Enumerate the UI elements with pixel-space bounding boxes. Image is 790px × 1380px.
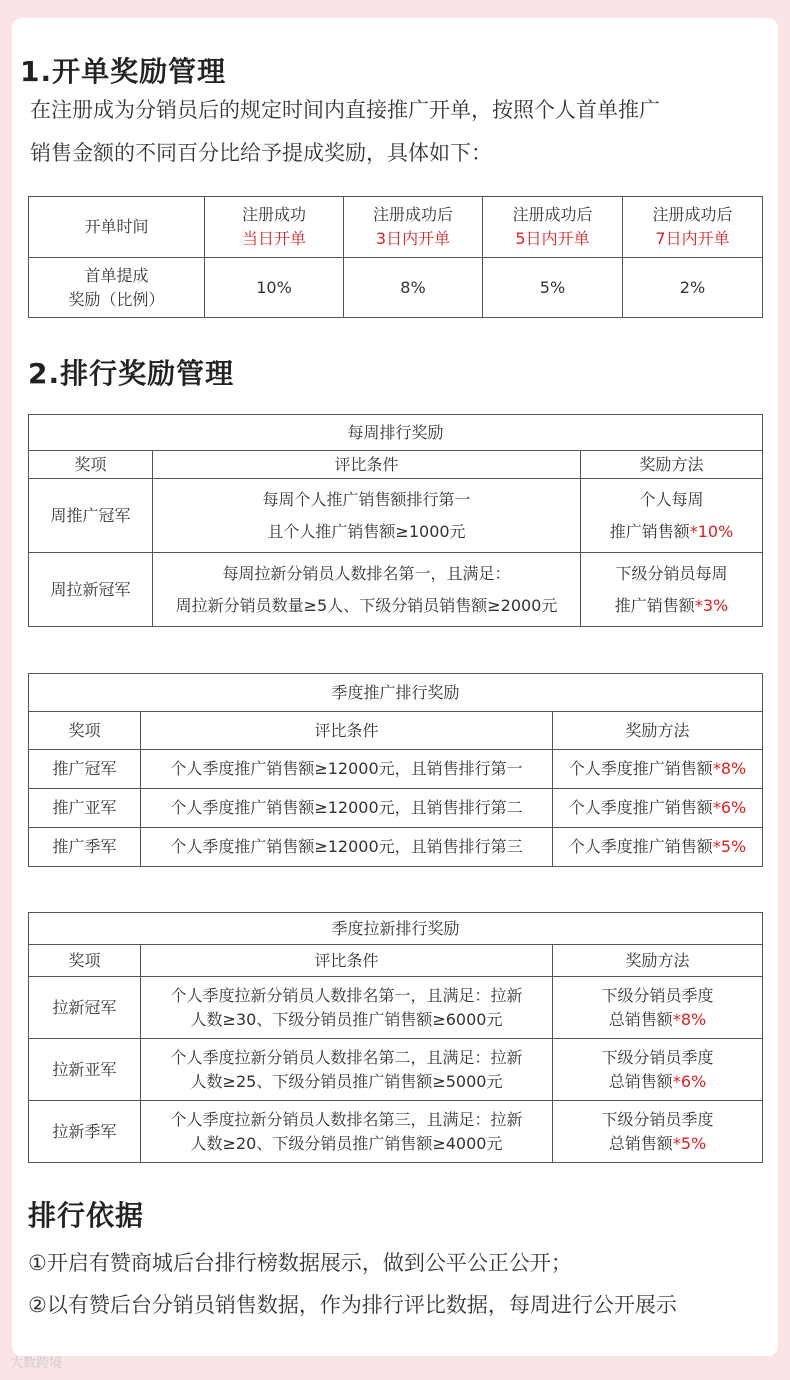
rate-cell: 2%	[623, 258, 763, 318]
table-header-row	[29, 945, 763, 977]
cell-line	[557, 1132, 758, 1156]
table-header-row	[29, 451, 763, 479]
cell-line: 每周拉新分销员人数排名第一，且满足：	[222, 563, 511, 583]
table-caption: 季度拉新排行奖励	[29, 913, 763, 945]
cell-line: 个人季度拉新分销员人数排名第二，且满足：拉新	[170, 1047, 523, 1067]
table-row	[29, 977, 763, 1039]
method-text: 推广销售额	[614, 595, 695, 615]
row-header-commission	[29, 258, 205, 318]
table-row	[29, 553, 763, 627]
basis-item-2: ②以有赞后台分销员销售数据，作为排行评比数据，每周进行公开展示	[28, 1293, 677, 1317]
method-cell	[581, 479, 763, 553]
table-row	[29, 258, 763, 318]
table-caption: 每周排行奖励	[29, 415, 763, 451]
table-row	[29, 1039, 763, 1101]
method-rate: *6%	[712, 798, 747, 817]
rate-cell: 10%	[205, 258, 344, 318]
method-text: 个人季度推广销售额	[568, 759, 713, 778]
condition-cell: 个人季度推广销售额≥12000元，且销售排行第一	[141, 750, 553, 789]
cell-line	[585, 516, 758, 548]
cell-line-red: 3日内开单	[375, 229, 451, 248]
section1-intro-line1: 在注册成为分销员后的规定时间内直接推广开单，按照个人首单推广	[30, 98, 660, 122]
cell-line	[557, 1070, 758, 1094]
table-row	[29, 479, 763, 553]
table-header-row	[29, 712, 763, 750]
method-text: 总销售额	[608, 1071, 673, 1091]
cell-line	[585, 590, 758, 622]
table-cell	[623, 197, 763, 258]
method-rate: *8%	[672, 1009, 707, 1029]
cell-line: 下级分销员季度	[601, 1047, 714, 1067]
award-cell: 推广亚军	[29, 789, 141, 828]
condition-cell	[141, 1039, 553, 1101]
row-header-order-time: 开单时间	[29, 197, 205, 258]
cell-line: 周拉新分销员数量≥5人、下级分销员销售额≥2000元	[175, 595, 558, 615]
method-cell	[553, 750, 763, 789]
cell-line	[557, 1008, 758, 1032]
table-row	[29, 750, 763, 789]
method-cell	[553, 789, 763, 828]
cell-line: 个人季度拉新分销员人数排名第一，且满足：拉新	[170, 985, 523, 1005]
rate-cell: 8%	[344, 258, 483, 318]
table-caption-row	[29, 913, 763, 945]
award-cell: 周拉新冠军	[29, 553, 153, 627]
table-cell	[483, 197, 623, 258]
column-header: 评比条件	[141, 712, 553, 750]
quarter-recruit-table	[28, 912, 763, 1163]
column-header: 评比条件	[141, 945, 553, 977]
column-header: 奖项	[29, 712, 141, 750]
method-cell	[553, 977, 763, 1039]
award-cell: 推广季军	[29, 828, 141, 867]
condition-cell	[141, 1101, 553, 1163]
award-cell: 周推广冠军	[29, 479, 153, 553]
section2-title: 2.排行奖励管理	[28, 357, 235, 390]
method-cell	[553, 828, 763, 867]
method-cell	[553, 1101, 763, 1163]
cell-line: 个人每周	[639, 489, 704, 509]
method-rate: *3%	[694, 595, 729, 615]
weekly-ranking-table	[28, 414, 763, 627]
method-rate: *10%	[689, 521, 734, 541]
cell-line: 且个人推广销售额≥1000元	[267, 521, 466, 541]
cell-line: 注册成功后	[512, 205, 593, 224]
cell-line: 下级分销员季度	[601, 985, 714, 1005]
cell-line: 注册成功后	[652, 205, 733, 224]
method-rate: *5%	[672, 1133, 707, 1153]
watermark: 大数跨境	[10, 1356, 63, 1371]
table-row	[29, 789, 763, 828]
cell-line: 人数≥30、下级分销员推广销售额≥6000元	[190, 1009, 503, 1029]
cell-line: 人数≥25、下级分销员推广销售额≥5000元	[190, 1071, 503, 1091]
condition-cell	[153, 479, 581, 553]
table-caption: 季度推广排行奖励	[29, 674, 763, 712]
award-cell: 拉新亚军	[29, 1039, 141, 1101]
method-rate: *6%	[672, 1071, 707, 1091]
method-rate: *8%	[712, 759, 747, 778]
method-cell	[553, 1039, 763, 1101]
cell-line-red: 7日内开单	[655, 229, 730, 248]
column-header: 奖励方法	[553, 945, 763, 977]
condition-cell	[153, 553, 581, 627]
section1-intro-line2: 销售金额的不同百分比给予提成奖励，具体如下：	[30, 141, 492, 165]
award-cell: 拉新季军	[29, 1101, 141, 1163]
cell-line: 个人季度拉新分销员人数排名第三，且满足：拉新	[170, 1109, 523, 1129]
condition-cell	[141, 977, 553, 1039]
table-row	[29, 828, 763, 867]
cell-line: 首单提成	[84, 265, 149, 285]
first-order-table	[28, 196, 763, 318]
method-cell	[581, 553, 763, 627]
method-text: 总销售额	[608, 1009, 673, 1029]
column-header: 奖励方法	[553, 712, 763, 750]
table-cell	[344, 197, 483, 258]
basis-title: 排行依据	[28, 1199, 145, 1232]
section1-title: 1.开单奖励管理	[20, 55, 227, 88]
cell-line: 奖励（比例）	[68, 289, 165, 309]
cell-line: 注册成功	[241, 205, 306, 224]
basis-item-1: ①开启有赞商城后台排行榜数据展示，做到公平公正公开；	[28, 1251, 572, 1275]
method-text: 推广销售额	[609, 521, 690, 541]
column-header: 奖励方法	[581, 451, 763, 479]
cell-line: 下级分销员季度	[601, 1109, 714, 1129]
quarter-promotion-table	[28, 673, 763, 867]
table-row	[29, 197, 763, 258]
cell-line-red: 当日开单	[241, 229, 306, 248]
column-header: 奖项	[29, 451, 153, 479]
cell-line: 注册成功后	[372, 205, 453, 224]
method-text: 个人季度推广销售额	[568, 798, 713, 817]
method-text: 总销售额	[608, 1133, 673, 1153]
table-cell	[205, 197, 344, 258]
cell-line: 人数≥20、下级分销员推广销售额≥4000元	[190, 1133, 503, 1153]
cell-line-red: 5日内开单	[515, 229, 590, 248]
column-header: 评比条件	[153, 451, 581, 479]
rate-cell: 5%	[483, 258, 623, 318]
table-caption-row	[29, 415, 763, 451]
award-cell: 推广冠军	[29, 750, 141, 789]
condition-cell: 个人季度推广销售额≥12000元，且销售排行第三	[141, 828, 553, 867]
condition-cell: 个人季度推广销售额≥12000元，且销售排行第二	[141, 789, 553, 828]
column-header: 奖项	[29, 945, 141, 977]
method-rate: *5%	[712, 837, 747, 856]
table-caption-row	[29, 674, 763, 712]
cell-line: 每周个人推广销售额排行第一	[262, 489, 471, 509]
method-text: 个人季度推广销售额	[568, 837, 713, 856]
award-cell: 拉新冠军	[29, 977, 141, 1039]
cell-line: 下级分销员每周	[615, 563, 728, 583]
table-row	[29, 1101, 763, 1163]
